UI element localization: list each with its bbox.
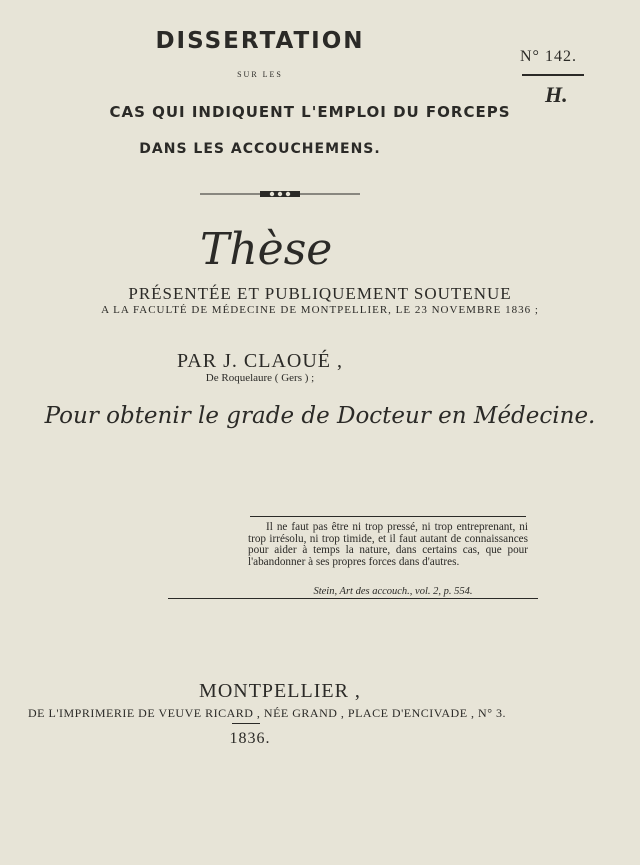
title-sur-les: SUR LES bbox=[237, 70, 283, 79]
title-subtitle: DANS LES ACCOUCHEMENS. bbox=[139, 141, 381, 157]
imprint-rule bbox=[232, 723, 260, 724]
epigraph-paragraph: Il ne faut pas être ni trop pressé, ni trop entreprenant, ni trop irrésolu, ni trop timide, et il faut autant de connaissances pour aider à temps la nature, dans certains cas, que pour l'abandonner à ses propres forces dans d'autres. bbox=[248, 521, 528, 568]
author-name: PAR J. CLAOUÉ , bbox=[177, 350, 343, 372]
epigraph-bottom-rule bbox=[168, 598, 538, 599]
imprint-printer: DE L'IMPRIMERIE DE VEUVE RICARD , NÉE GRAND , PLACE D'ENCIVADE , N° 3. bbox=[28, 706, 507, 720]
presented-line: PRÉSENTÉE ET PUBLIQUEMENT SOUTENUE bbox=[128, 284, 512, 303]
thesis-heading: Thèse bbox=[200, 224, 333, 275]
epigraph-top-rule bbox=[250, 516, 526, 517]
degree-line: Pour obtenir le grade de Docteur en Médecine. bbox=[44, 403, 596, 429]
handwritten-mark: H. bbox=[545, 82, 568, 107]
catalog-number: N° 142. bbox=[520, 48, 577, 65]
epigraph-source: Stein, Art des accouch., vol. 2, p. 554. bbox=[313, 586, 473, 597]
faculty-line: A LA FACULTÉ DE MÉDECINE DE MONTPELLIER, LE 23 NOVEMBRE 1836 ; bbox=[101, 304, 539, 316]
author-origin: De Roquelaure ( Gers ) ; bbox=[205, 372, 315, 384]
title-dissertation: DISSERTATION bbox=[155, 28, 365, 54]
catalog-number-rule bbox=[522, 74, 584, 76]
imprint-city: MONTPELLIER , bbox=[199, 680, 361, 702]
title-main: CAS QUI INDIQUENT L'EMPLOI DU FORCEPS bbox=[109, 103, 511, 121]
ornament-rule bbox=[200, 188, 360, 200]
epigraph-text bbox=[248, 522, 528, 568]
imprint-year: 1836. bbox=[229, 730, 271, 747]
